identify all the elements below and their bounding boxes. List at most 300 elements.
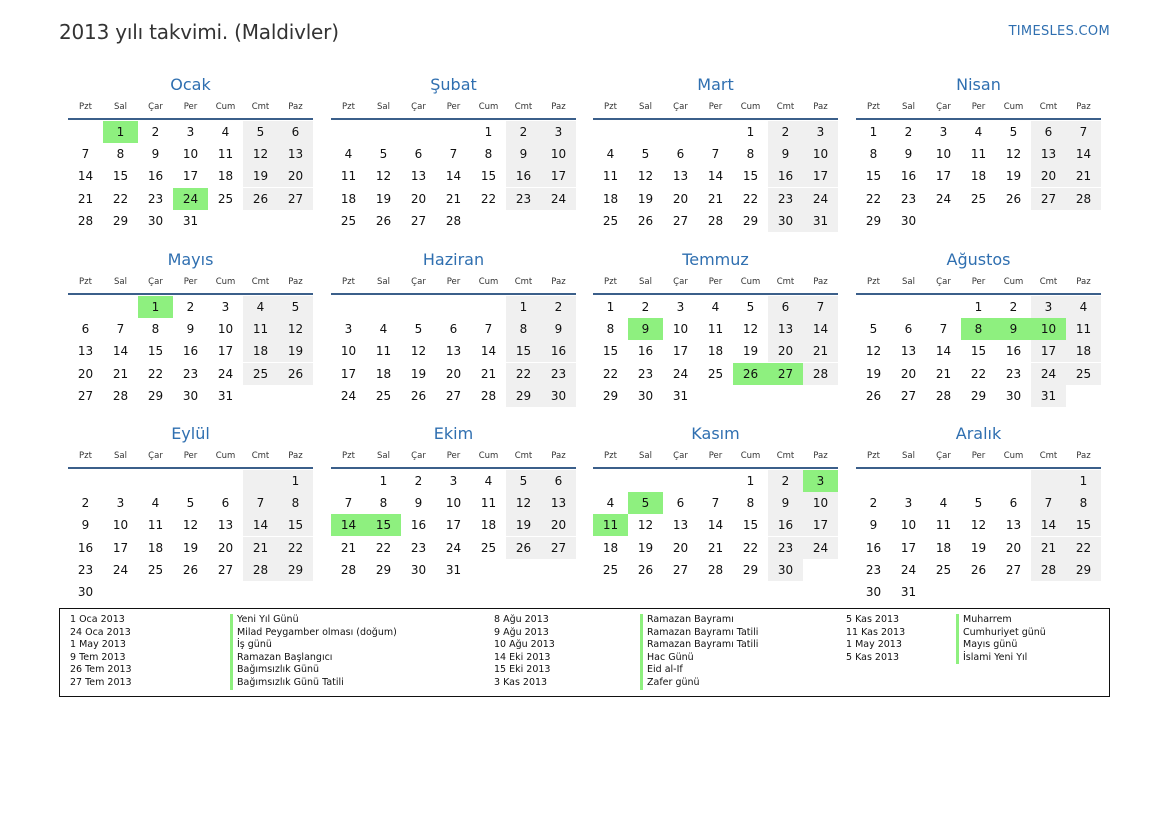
day-cell: 25 bbox=[970, 191, 987, 206]
day-cell: 25 bbox=[375, 388, 392, 403]
day-cell: 19 bbox=[375, 191, 392, 206]
day-cell: 6 bbox=[676, 147, 685, 162]
day-cell: 31 bbox=[182, 213, 199, 228]
day-cell: 14 bbox=[112, 344, 129, 359]
weekday-header: Pzt bbox=[604, 277, 617, 287]
header-rule bbox=[68, 118, 313, 120]
day-cell: 12 bbox=[970, 518, 987, 533]
day-cell: 14 bbox=[243, 514, 278, 536]
day-cell: 13 bbox=[77, 344, 94, 359]
day-cell: 8 bbox=[606, 322, 615, 337]
weekday-header: Çar bbox=[411, 277, 426, 287]
day-cell: 23 bbox=[1005, 366, 1022, 381]
day-cell: 22 bbox=[480, 191, 497, 206]
holiday-date: 1 Oca 2013 bbox=[70, 614, 125, 625]
day-cell: 7 bbox=[116, 322, 125, 337]
empty-weekend-cell bbox=[243, 470, 278, 492]
day-cell: 27 bbox=[1005, 562, 1022, 577]
weekday-header: Cum bbox=[215, 451, 236, 461]
day-cell: 10 bbox=[182, 147, 199, 162]
day-cell: 9 bbox=[541, 318, 576, 340]
holiday-day-cell: 9 bbox=[996, 318, 1031, 340]
day-cell: 17 bbox=[541, 165, 576, 187]
day-cell: 27 bbox=[445, 388, 462, 403]
day-cell: 15 bbox=[112, 169, 129, 184]
holiday-day-cell: 27 bbox=[768, 363, 803, 385]
holiday-day-cell: 15 bbox=[366, 514, 401, 536]
day-cell: 15 bbox=[742, 518, 759, 533]
weekday-header: Çar bbox=[673, 451, 688, 461]
holiday-name: Bağımsızlık Günü Tatili bbox=[237, 676, 344, 688]
day-cell: 6 bbox=[676, 496, 685, 511]
day-cell: 16 bbox=[865, 540, 882, 555]
day-cell: 16 bbox=[900, 169, 917, 184]
day-cell: 10 bbox=[541, 143, 576, 165]
day-cell: 24 bbox=[1031, 363, 1066, 385]
day-cell: 19 bbox=[182, 540, 199, 555]
day-cell: 6 bbox=[1009, 496, 1018, 511]
day-cell: 22 bbox=[112, 191, 129, 206]
day-cell: 27 bbox=[672, 213, 689, 228]
weekday-header: Sal bbox=[377, 451, 390, 461]
month-name: Mart bbox=[697, 75, 734, 94]
weekday-header: Çar bbox=[411, 102, 426, 112]
header-rule bbox=[593, 118, 838, 120]
weekday-header: Cum bbox=[215, 102, 236, 112]
day-cell: 3 bbox=[344, 322, 353, 337]
day-cell: 24 bbox=[112, 562, 129, 577]
day-cell: 2 bbox=[768, 470, 803, 492]
holiday-name: Zafer günü bbox=[647, 676, 700, 688]
day-cell: 16 bbox=[1005, 344, 1022, 359]
day-cell: 18 bbox=[243, 340, 278, 362]
day-cell: 18 bbox=[602, 540, 619, 555]
day-cell: 14 bbox=[803, 318, 838, 340]
day-cell: 29 bbox=[375, 562, 392, 577]
day-cell: 20 bbox=[768, 340, 803, 362]
day-cell: 9 bbox=[904, 147, 913, 162]
day-cell: 27 bbox=[541, 537, 576, 559]
weekday-header: Pzt bbox=[79, 451, 92, 461]
day-cell: 30 bbox=[768, 210, 803, 232]
day-cell: 25 bbox=[480, 540, 497, 555]
weekday-header: Sal bbox=[114, 102, 127, 112]
day-cell: 13 bbox=[217, 518, 234, 533]
holiday-name: Bağımsızlık Günü bbox=[237, 664, 320, 676]
day-cell: 22 bbox=[602, 366, 619, 381]
day-cell: 1 bbox=[278, 470, 313, 492]
day-cell: 29 bbox=[865, 213, 882, 228]
day-cell: 20 bbox=[278, 165, 313, 187]
day-cell: 3 bbox=[803, 121, 838, 143]
holiday-day-cell: 10 bbox=[1031, 318, 1066, 340]
weekday-header: Cmt bbox=[1039, 451, 1058, 461]
day-cell: 24 bbox=[217, 366, 234, 381]
day-cell: 24 bbox=[340, 388, 357, 403]
day-cell: 30 bbox=[182, 388, 199, 403]
day-cell: 4 bbox=[606, 496, 615, 511]
day-cell: 10 bbox=[935, 147, 952, 162]
weekday-header: Paz bbox=[551, 277, 566, 287]
day-cell: 3 bbox=[449, 474, 458, 488]
day-cell: 9 bbox=[869, 518, 878, 533]
day-cell: 20 bbox=[672, 191, 689, 206]
day-cell: 18 bbox=[935, 540, 952, 555]
weekday-header: Sal bbox=[114, 277, 127, 287]
header-rule bbox=[331, 293, 576, 295]
day-cell: 10 bbox=[803, 143, 838, 165]
day-cell: 21 bbox=[1031, 537, 1066, 559]
day-cell: 18 bbox=[147, 540, 164, 555]
weekday-header: Paz bbox=[1076, 277, 1091, 287]
weekday-header: Sal bbox=[114, 451, 127, 461]
day-cell: 26 bbox=[970, 562, 987, 577]
day-cell: 10 bbox=[340, 344, 357, 359]
weekday-header: Cmt bbox=[514, 451, 533, 461]
day-cell: 16 bbox=[637, 344, 654, 359]
day-cell: 6 bbox=[449, 322, 458, 337]
day-cell: 10 bbox=[803, 492, 838, 514]
day-cell: 19 bbox=[637, 191, 654, 206]
day-cell: 12 bbox=[1005, 147, 1022, 162]
day-cell: 30 bbox=[900, 213, 917, 228]
day-cell: 3 bbox=[221, 300, 230, 314]
day-cell: 23 bbox=[506, 188, 541, 210]
holiday-date: 24 Oca 2013 bbox=[70, 626, 131, 638]
day-cell: 23 bbox=[900, 191, 917, 206]
holiday-name: Cumhuriyet günü bbox=[963, 626, 1046, 638]
day-cell: 22 bbox=[506, 363, 541, 385]
day-cell: 21 bbox=[112, 366, 129, 381]
day-cell: 28 bbox=[935, 388, 952, 403]
day-cell: 25 bbox=[1066, 363, 1101, 385]
day-cell: 19 bbox=[742, 344, 759, 359]
day-cell: 27 bbox=[1031, 188, 1066, 210]
day-cell: 26 bbox=[637, 562, 654, 577]
header-rule bbox=[331, 467, 576, 469]
weekday-header: Cum bbox=[478, 451, 499, 461]
day-cell: 1 bbox=[746, 125, 755, 139]
day-cell: 9 bbox=[414, 496, 423, 511]
holiday-name: Ramazan Bayramı Tatili bbox=[647, 626, 759, 638]
month-name: Şubat bbox=[430, 75, 477, 94]
day-cell: 29 bbox=[506, 385, 541, 407]
weekday-header: Per bbox=[183, 451, 198, 461]
weekday-header: Cmt bbox=[1039, 277, 1058, 287]
day-cell: 29 bbox=[112, 213, 129, 228]
day-cell: 30 bbox=[637, 388, 654, 403]
weekday-header: Cum bbox=[740, 451, 761, 461]
day-cell: 5 bbox=[869, 322, 878, 337]
day-cell: 16 bbox=[147, 169, 164, 184]
day-cell: 28 bbox=[803, 363, 838, 385]
day-cell: 28 bbox=[707, 562, 724, 577]
day-cell: 17 bbox=[340, 366, 357, 381]
day-cell: 8 bbox=[746, 147, 755, 162]
day-cell: 11 bbox=[1066, 318, 1101, 340]
month-name: Mayıs bbox=[167, 250, 214, 269]
day-cell: 17 bbox=[1031, 340, 1066, 362]
day-cell: 16 bbox=[410, 518, 427, 533]
day-cell: 25 bbox=[243, 363, 278, 385]
day-cell: 17 bbox=[182, 169, 199, 184]
day-cell: 8 bbox=[746, 496, 755, 511]
day-cell: 18 bbox=[480, 518, 497, 533]
holiday-name: Ramazan Bayramı bbox=[647, 614, 734, 625]
day-cell: 20 bbox=[541, 514, 576, 536]
day-cell: 31 bbox=[1031, 385, 1066, 407]
holiday-name: Hac Günü bbox=[647, 651, 694, 663]
weekday-header: Per bbox=[708, 451, 723, 461]
day-cell: 23 bbox=[77, 562, 94, 577]
day-cell: 28 bbox=[77, 213, 94, 228]
weekday-header: Cmt bbox=[251, 102, 270, 112]
day-cell: 8 bbox=[484, 147, 493, 162]
day-cell: 28 bbox=[707, 213, 724, 228]
weekday-header: Çar bbox=[411, 451, 426, 461]
day-cell: 1 bbox=[1066, 470, 1101, 492]
day-cell: 4 bbox=[939, 496, 948, 511]
day-cell: 30 bbox=[541, 385, 576, 407]
day-cell: 23 bbox=[865, 562, 882, 577]
day-cell: 23 bbox=[768, 537, 803, 559]
day-cell: 26 bbox=[375, 213, 392, 228]
day-cell: 20 bbox=[672, 540, 689, 555]
holiday-name: Yeni Yıl Günü bbox=[237, 614, 299, 625]
day-cell: 13 bbox=[672, 169, 689, 184]
day-cell: 17 bbox=[900, 540, 917, 555]
day-cell: 15 bbox=[970, 344, 987, 359]
holiday-date: 9 Ağu 2013 bbox=[494, 626, 549, 638]
day-cell: 21 bbox=[707, 540, 724, 555]
day-cell: 1 bbox=[379, 474, 388, 488]
day-cell: 10 bbox=[112, 518, 129, 533]
day-cell: 13 bbox=[445, 344, 462, 359]
holiday-day-cell: 24 bbox=[173, 188, 208, 210]
holiday-name: Ramazan Bayramı Tatili bbox=[647, 639, 759, 651]
day-cell: 14 bbox=[1066, 143, 1101, 165]
day-cell: 16 bbox=[506, 165, 541, 187]
day-cell: 8 bbox=[116, 147, 125, 162]
holiday-dates-col-2 bbox=[494, 614, 555, 690]
month-name: Haziran bbox=[422, 250, 485, 269]
day-cell: 2 bbox=[541, 296, 576, 318]
day-cell: 13 bbox=[1005, 518, 1022, 533]
weekday-header: Çar bbox=[936, 102, 951, 112]
day-cell: 5 bbox=[506, 470, 541, 492]
day-cell: 14 bbox=[935, 344, 952, 359]
day-cell: 20 bbox=[900, 366, 917, 381]
day-cell: 12 bbox=[637, 518, 654, 533]
day-cell: 28 bbox=[480, 388, 497, 403]
day-cell: 26 bbox=[410, 388, 427, 403]
weekday-header: Cum bbox=[215, 277, 236, 287]
day-cell: 15 bbox=[506, 340, 541, 362]
holiday-day-cell: 5 bbox=[628, 492, 663, 514]
day-cell: 18 bbox=[970, 169, 987, 184]
day-cell: 25 bbox=[602, 562, 619, 577]
day-cell: 9 bbox=[506, 143, 541, 165]
day-cell: 11 bbox=[707, 322, 724, 337]
weekday-header: Çar bbox=[148, 451, 163, 461]
weekday-header: Sal bbox=[639, 451, 652, 461]
weekday-header: Cmt bbox=[251, 451, 270, 461]
day-cell: 28 bbox=[1066, 188, 1101, 210]
day-cell: 20 bbox=[77, 366, 94, 381]
day-cell: 29 bbox=[742, 213, 759, 228]
day-cell: 7 bbox=[1031, 492, 1066, 514]
day-cell: 13 bbox=[900, 344, 917, 359]
day-cell: 3 bbox=[939, 125, 948, 139]
weekday-header: Sal bbox=[902, 277, 915, 287]
weekday-header: Cmt bbox=[514, 277, 533, 287]
day-cell: 3 bbox=[116, 496, 125, 511]
day-cell: 2 bbox=[768, 121, 803, 143]
day-cell: 15 bbox=[278, 514, 313, 536]
day-cell: 5 bbox=[746, 300, 755, 314]
day-cell: 7 bbox=[939, 322, 948, 337]
day-cell: 4 bbox=[344, 147, 353, 162]
day-cell: 9 bbox=[768, 143, 803, 165]
site-brand[interactable]: TIMESLES.COM bbox=[1008, 24, 1110, 39]
day-cell: 4 bbox=[243, 296, 278, 318]
day-cell: 17 bbox=[217, 344, 234, 359]
day-cell: 1 bbox=[506, 296, 541, 318]
day-cell: 30 bbox=[77, 585, 94, 599]
day-cell: 23 bbox=[637, 366, 654, 381]
weekday-header: Cum bbox=[478, 102, 499, 112]
day-cell: 17 bbox=[445, 518, 462, 533]
weekday-header: Pzt bbox=[79, 277, 92, 287]
holiday-date: 5 Kas 2013 bbox=[846, 614, 900, 625]
day-cell: 22 bbox=[970, 366, 987, 381]
weekday-header: Paz bbox=[288, 451, 303, 461]
day-cell: 30 bbox=[768, 559, 803, 581]
header-rule bbox=[68, 293, 313, 295]
day-cell: 7 bbox=[344, 496, 353, 511]
day-cell: 21 bbox=[243, 537, 278, 559]
day-cell: 11 bbox=[147, 518, 164, 533]
day-cell: 7 bbox=[484, 322, 493, 337]
holiday-date: 9 Tem 2013 bbox=[70, 651, 126, 663]
day-cell: 7 bbox=[449, 147, 458, 162]
day-cell: 15 bbox=[602, 344, 619, 359]
day-cell: 16 bbox=[182, 344, 199, 359]
day-cell: 5 bbox=[278, 296, 313, 318]
weekday-header: Cmt bbox=[251, 277, 270, 287]
day-cell: 14 bbox=[77, 169, 94, 184]
weekday-header: Çar bbox=[936, 451, 951, 461]
day-cell: 9 bbox=[151, 147, 160, 162]
day-cell: 12 bbox=[506, 492, 541, 514]
weekday-header: Çar bbox=[673, 277, 688, 287]
day-cell: 15 bbox=[1066, 514, 1101, 536]
day-cell: 10 bbox=[672, 322, 689, 337]
day-cell: 21 bbox=[445, 191, 462, 206]
day-cell: 25 bbox=[707, 366, 724, 381]
day-cell: 25 bbox=[217, 191, 234, 206]
day-cell: 8 bbox=[379, 496, 388, 511]
day-cell: 4 bbox=[974, 125, 983, 139]
weekday-header: Pzt bbox=[867, 451, 880, 461]
holiday-date: 5 Kas 2013 bbox=[846, 651, 900, 663]
day-cell: 13 bbox=[278, 143, 313, 165]
day-cell: 23 bbox=[182, 366, 199, 381]
day-cell: 23 bbox=[541, 363, 576, 385]
weekday-header: Çar bbox=[148, 102, 163, 112]
day-cell: 18 bbox=[1066, 340, 1101, 362]
day-cell: 1 bbox=[484, 125, 493, 139]
day-cell: 12 bbox=[637, 169, 654, 184]
day-cell: 5 bbox=[186, 496, 195, 511]
day-cell: 10 bbox=[900, 518, 917, 533]
day-cell: 16 bbox=[768, 514, 803, 536]
weekday-header: Pzt bbox=[604, 451, 617, 461]
day-cell: 2 bbox=[1009, 300, 1018, 314]
day-cell: 12 bbox=[865, 344, 882, 359]
weekday-header: Pzt bbox=[342, 277, 355, 287]
weekday-header: Cum bbox=[740, 277, 761, 287]
weekday-header: Sal bbox=[902, 102, 915, 112]
day-cell: 19 bbox=[970, 540, 987, 555]
day-cell: 6 bbox=[904, 322, 913, 337]
day-cell: 14 bbox=[1031, 514, 1066, 536]
holiday-date: 1 May 2013 bbox=[846, 639, 902, 651]
holiday-name: Ramazan Başlangıcı bbox=[237, 651, 333, 663]
holiday-names-col-1 bbox=[230, 614, 397, 690]
day-cell: 2 bbox=[904, 125, 913, 139]
weekday-header: Cmt bbox=[776, 277, 795, 287]
day-cell: 25 bbox=[340, 213, 357, 228]
day-cell: 20 bbox=[410, 191, 427, 206]
day-cell: 29 bbox=[970, 388, 987, 403]
day-cell: 19 bbox=[865, 366, 882, 381]
weekday-header: Paz bbox=[288, 102, 303, 112]
day-cell: 21 bbox=[1066, 165, 1101, 187]
day-cell: 28 bbox=[340, 562, 357, 577]
day-cell: 27 bbox=[77, 388, 94, 403]
weekday-header: Paz bbox=[288, 277, 303, 287]
day-cell: 11 bbox=[340, 169, 357, 184]
day-cell: 19 bbox=[1005, 169, 1022, 184]
day-cell: 3 bbox=[1031, 296, 1066, 318]
day-cell: 28 bbox=[1031, 559, 1066, 581]
day-cell: 22 bbox=[865, 191, 882, 206]
day-cell: 22 bbox=[375, 540, 392, 555]
day-cell: 21 bbox=[480, 366, 497, 381]
weekday-header: Sal bbox=[377, 102, 390, 112]
day-cell: 20 bbox=[1031, 165, 1066, 187]
holiday-day-cell: 8 bbox=[961, 318, 996, 340]
weekday-header: Per bbox=[708, 102, 723, 112]
day-cell: 10 bbox=[445, 496, 462, 511]
weekday-header: Paz bbox=[1076, 102, 1091, 112]
weekday-header: Pzt bbox=[867, 102, 880, 112]
day-cell: 29 bbox=[147, 388, 164, 403]
weekday-header: Çar bbox=[148, 277, 163, 287]
weekday-header: Per bbox=[183, 277, 198, 287]
holiday-name: Mayıs günü bbox=[963, 639, 1018, 651]
day-cell: 25 bbox=[147, 562, 164, 577]
day-cell: 18 bbox=[707, 344, 724, 359]
month-name: Ağustos bbox=[946, 250, 1011, 269]
header-rule bbox=[856, 467, 1101, 469]
holiday-day-cell: 1 bbox=[103, 121, 138, 143]
day-cell: 12 bbox=[742, 322, 759, 337]
weekday-header: Cmt bbox=[514, 102, 533, 112]
weekday-header: Pzt bbox=[604, 102, 617, 112]
day-cell: 3 bbox=[904, 496, 913, 511]
